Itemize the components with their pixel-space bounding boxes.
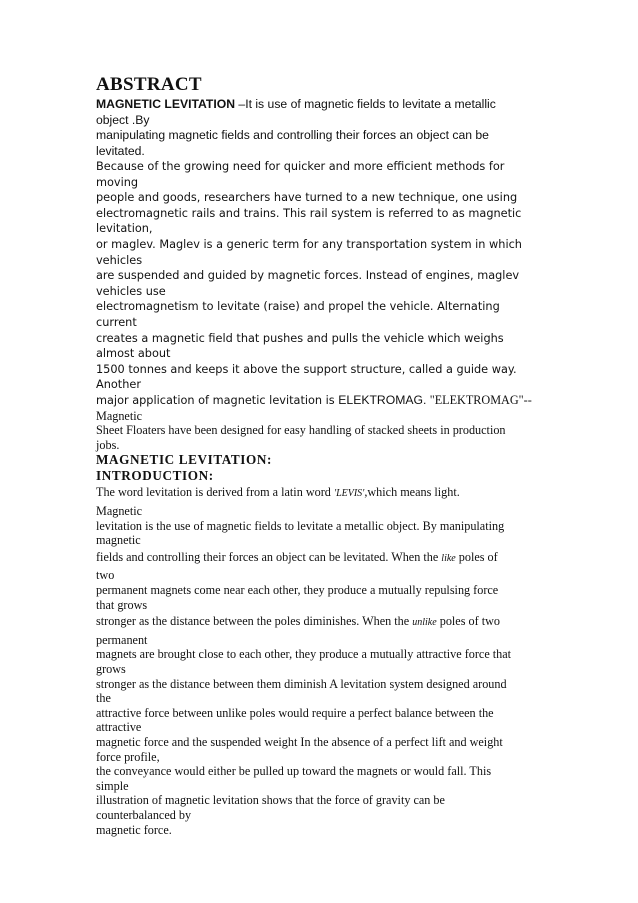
intro-line [96,612,546,633]
abstract-line: creates a magnetic field that pushes and pulls the vehicle which weighs [96,331,504,345]
abstract-lead-bold: MAGNETIC LEVITATION [96,97,236,111]
abstract-line: Sheet Floaters have been designed for easy handling of stacked sheets in production [96,423,506,438]
abstract-lead-line [96,97,546,113]
intro-text: stronger as the distance between the poles diminishes. When the [96,614,413,629]
intro-heading: INTRODUCTION: [96,467,214,483]
intro-text: The word levitation is derived from a latin word [96,485,334,500]
abstract-line: vehicles use [96,284,166,298]
intro-line: levitation is the use of magnetic fields to levitate a metallic object. By manipulating [96,518,505,533]
intro-line: two [96,568,115,583]
intro-text: poles of [455,549,498,564]
like-word: like [441,552,456,564]
abstract-line: Another [96,378,141,392]
intro-line: permanent magnets come near each other, they produce a mutually repulsing force [96,583,499,598]
abstract-line: electromagnetism to levitate (raise) and propel the vehicle. Alternating [96,300,500,314]
abstract-line: manipulating magnetic fields and controlling their forces an object can be [96,128,489,142]
intro-line: illustration of magnetic levitation shows that the force of gravity can be [96,793,445,808]
intro-line: simple [96,778,129,793]
intro-line: magnets are brought close to each other, they produce a mutually attractive force that [96,647,512,662]
intro-line [96,548,546,569]
intro-line: attractive [96,720,142,735]
intro-line: permanent [96,632,148,647]
intro-line: Magnetic [96,504,143,519]
elektromag-term: ELEKTROMAG. [338,392,430,407]
document-page [96,74,546,837]
abstract-line: are suspended and guided by magnetic forces. Instead of engines, maglev [96,269,520,283]
intro-line: the [96,691,111,706]
intro-text: poles of two [436,614,500,629]
intro-line: magnetic force. [96,822,172,837]
intro-line: force profile, [96,749,160,764]
abstract-elektromag-line [96,393,546,409]
abstract-heading: ABSTRACT [96,74,202,95]
intro-text: fields and controlling their forces an object can be levitated. When the [96,549,442,564]
abstract-line: Magnetic [96,408,143,423]
intro-line: magnetic [96,533,141,548]
intro-line: the conveyance would either be pulled up toward the magnets or would fall. This [96,764,492,779]
abstract-line: electromagnetic rails and trains. This rail system is referred to as magnetic [96,206,522,220]
intro-line: stronger as the distance between them diminish A levitation system designed around [96,676,507,691]
abstract-line: levitation, [96,222,153,236]
abstract-line: 1500 tonnes and keeps it above the support structure, called a guide way. [96,362,517,376]
abstract-line: jobs. [96,437,120,452]
intro-line: that grows [96,597,148,612]
levis-word: 'LEVIS' [333,488,365,500]
unlike-word: unlike [412,617,437,629]
abstract-line: Because of the growing need for quicker and more efficient methods for [96,160,505,173]
abstract-line: moving [96,175,139,189]
abstract-lead-rest: –It is use of magnetic fields to levitate a metallic [235,97,496,111]
intro-line: grows [96,662,126,676]
intro-line: counterbalanced by [96,807,192,822]
abstract-text: major application of magnetic levitation is [96,393,339,407]
abstract-line: object .By [96,112,150,127]
abstract-line: people and goods, researchers have turned to a new technique, one using [96,191,518,205]
elektromag-quote: "ELEKTROMAG"-- [429,392,532,407]
abstract-line: vehicles [96,253,143,267]
abstract-line: levitated. [96,143,145,158]
intro-line [96,483,546,504]
abstract-line: almost about [96,347,171,361]
abstract-line: or maglev. Maglev is a generic term for any transportation system in which [96,237,522,251]
intro-line: magnetic force and the suspended weight In the absence of a perfect lift and weight [96,734,503,749]
section-heading: MAGNETIC LEVITATION: [96,452,273,468]
intro-line: attractive force between unlike poles would require a perfect balance between the [96,705,494,720]
abstract-line: current [96,315,137,329]
intro-text: ,which means light. [364,485,460,500]
